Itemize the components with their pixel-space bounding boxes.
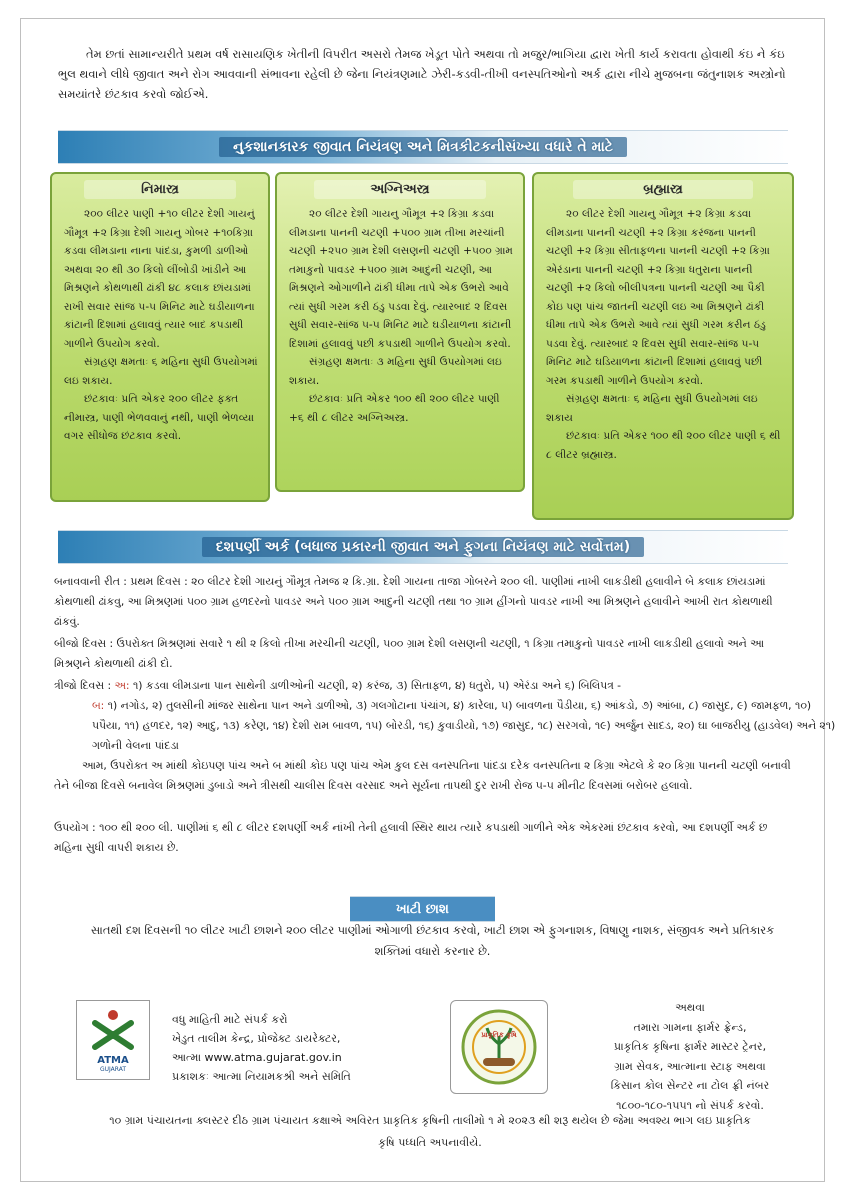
contact-line: ૧૮૦૦-૧૮૦-૧૫૫૧ નો સંપર્ક કરવો. <box>616 1098 764 1112</box>
atma-logo <box>76 1000 150 1080</box>
natural-farming-emblem-icon <box>459 1008 539 1086</box>
atma-logo-subtext: GUJARAT <box>99 1066 127 1073</box>
neemastra-storage: સંગ્રહણ ક્ષમતાઃ ૬ મહિના સુધી ઉપયોગમાં લઇ શકાય. <box>64 356 258 387</box>
brahmastra-spray: છંટકાવઃ પ્રતિ એકર ૧૦૦ થી ૨૦૦ લીટર પાણી ૬ થી ૮ લીટર બ્રહ્માસ્ત્ર. <box>546 430 781 461</box>
agniastra-method: ૨૦ લીટર દેશી ગાયનુ ગૌમૂત્ર +૨ કિગ્રા કડવા લીમડાના પાનની ચટણી +૫૦૦ ગ્રામ તીખા મરચાંની ચટણી +૨૫૦ ગ્રામ દેશી લસણની ચટણી +૫૦૦ ગ્રામ તમાકુનો પાવડર +૫૦૦ ગ્રામ આદુની ચટણી, આ મિશ્રણને ઓગાળીને ઢાંકી ધીમા તાપે એક ઉભરો આવે ત્યાં સુધી ગરમ કરી ઠંડુ પડવા દેવું. ત્યારબાદ ૨ દિવસ સુધી સવાર-સાંજ ૫-૫ મિનિટ માટે ઘડીયાળના કાંટાની દિશામાં હલાવવું પછી કપડાથી ગાળીને ઉપયોગ કરવો. <box>289 208 513 350</box>
agniastra-storage: સંગ્રહણ ક્ષમતાઃ ૩ મહિના સુધી ઉપયોગમાં લઇ શકાય. <box>289 356 502 387</box>
dashparni-group-b <box>54 696 837 756</box>
contact-info-left <box>172 1010 422 1086</box>
atma-logo-text: ATMA <box>97 1055 129 1066</box>
group-a-label: અ: <box>114 679 130 692</box>
atma-figure-icon <box>87 1007 139 1055</box>
brahmastra-method: ૨૦ લીટર દેશી ગાયનુ ગૌમૂત્ર +૨ કિગ્રા કડવા લીમડાના પાનની ચટણી +૨ કિગ્રા કરંજના પાનની ચટણી +૨ કિગ્રા સીતાફળના પાનની ચટણી +૨ કિગ્રા એરંડાના પાનની ચટણી +૨ કિગ્રા ધતુરાના પાનની ચટણી +૨ કિલો બીલીપત્રના પાનની ચટણી આ પૈકી કોઇ પણ પાંચ જાતની ચટણી લઇ આ મિશ્રણને ઢાંકી ધીમા તાપે એક ઉભરો આવે ત્યાં સુધી ગરમ કરીન ઠંડુ પડવા દેવું. ત્યારબાદ ૨ દિવસ સુધી સવાર-સાંજ ૫-૫ મિનિટ માટે ઘડિયાળના કાંટાની દિશામાં હલાવવું પછી ગરમ કપડાથી ગાળીને ઉપયોગ કરવો. <box>546 208 770 387</box>
contact-line: વધુ માહિતી માટે સંપર્ક કરો <box>172 1013 288 1026</box>
dashparni-usage: ઉપયોગ : ૧૦૦ થી ૨૦૦ લી. પાણીમાં ૬ થી ૮ લીટર દશપર્ણી અર્ક નાંખી તેની હલાવી સ્થિર થાય ત્યારે કપડાથી ગાળીને એક એકરમાં છંટકાવ કરવો, આ દશપર્ણી અર્ક છ મહિના સુધી વાપરી શકાય છે. <box>54 821 768 854</box>
contact-line: ખેડુત તાલીમ કેન્દ્ર, પ્રોજેક્ટ ડાયરેક્ટર, <box>172 1032 341 1045</box>
dashparni-procedure: આમ, ઉપરોક્ત અ માંથી કોઇપણ પાંચ અને બ માંથી કોઇ પણ પાંચ એમ કુલ દસ વનસ્પતિના પાંદડા દરેક વનસ્પતિના ૨ કિગ્રા એટલે કે ૨૦ કિગ્રા પાનની ચટણી બનાવી તેને બીજા દિવસે બનાવેલ મિશ્રણમાં ડુબાડો અને ત્રીસથી ચાલીસ દિવસ વરસાદ અને સૂર્યના તાપથી દુર રાખી રોજ ૫-૫ મીનીટ દિવસમાં બરોબર હલાવો. <box>54 759 791 792</box>
contact-line: તમારા ગામના ફાર્મર ફ્રેન્ડ, <box>633 1020 747 1034</box>
buttermilk-text: સાતથી દશ દિવસની ૧૦ લીટર ખાટી છાશને ૨૦૦ લીટર પાણીમાં ઓગાળી છંટકાવ કરવો, ખાટી છાશ એ ફુગનાશક, વિષાણુ નાશક, સંજીવક અને પ્રતિકારક શક્તિમાં વધારો કરનાર છે. <box>90 924 775 958</box>
dashparni-day1: બનાવવાની રીત : પ્રથમ દિવસ : ૨૦ લીટર દેશી ગાયનું ગૌમૂત્ર તેમજ ૨ કિ.ગ્રા. દેશી ગાયના તાજા ગોબરને ૨૦૦ લી. પાણીમાં નાખી લાકડીથી હલાવીને બે કલાક છાંયડામાં કોથળાથી ઢાંકવુ, આ મિશ્રણમાં ૫૦૦ ગ્રામ હળદરનો પાવડર અને ૫૦૦ ગ્રામ આદુની ચટણી તથા ૧૦ ગ્રામ હીંગનો પાવડર નાખી આ મિશ્રણને હલાવીને આખી રાત કોથળાથી ઢાંકવું. <box>54 575 773 628</box>
neemastra-spray: છંટકાવઃ પ્રતિ એકર ૨૦૦ લીટર ફક્ત નીમાસ્ત્ર, પાણી ભેળવવાનું નથી, પાણી ભેળવ્યા વગર સીધોજ છંટકાવ કરવો. <box>64 393 255 442</box>
section-banner-pest-control <box>58 130 788 164</box>
brahmastra-title: બ્રહ્માસ્ત્ર <box>573 180 754 199</box>
agniastra-card <box>275 172 525 492</box>
section-banner-buttermilk <box>350 896 495 922</box>
neemastra-method: ૨૦૦ લીટર પાણી +૧૦ લીટર દેશી ગાયનું ગૌમૂત્ર +૨ કિગ્રા દેશી ગાયનુ ગોબર +૧૦કિગ્રા કડવા લીમડાના નાના પાંદડા, કુમળી ડાળીઓ અથવા ૨૦ થી ૩૦ કિલો લીંબોડી ખાંડીને આ મિશ્રણને કોથળાથી ઢાંકી ૪૮ કલાક છાંયડામાં રાખી સવાર સાંજ ૫-૫ મિનિટ માટે ઘડીયાળના કાંટાની દિશામાં હલાવવું ત્યાર બાદ કપડાથી ગાળીને ઉપયોગ કરવો. <box>64 208 255 350</box>
footer-note: ૧૦ ગ્રામ પંચાયતના ક્લસ્ટર દીઠ ગ્રામ પંચાયત કક્ષાએ અવિરત પ્રાકૃતિક કૃષિની તાલીમો ૧ મે ૨૦૨૩ થી શરૂ થયેલ છે જેમા અવશ્ય ભાગ લઇ પ્રાકૃતિક કૃષિ પધ્ધતિ અપનાવીયે. <box>109 1114 751 1149</box>
logo2-text: પ્રાકૃતિક કૃષિ <box>481 1031 517 1039</box>
contact-line: ગ્રામ સેવક, આત્માના સ્ટાફ અથવા <box>614 1059 766 1073</box>
dashparni-day3 <box>54 676 799 696</box>
day3-label: ત્રીજો દિવસ : <box>54 679 115 692</box>
group-b-label: બ: <box>92 699 105 712</box>
contact-line: પ્રકાશકઃ આત્મા નિયામકશ્રી અને સમિતિ <box>172 1070 351 1083</box>
contact-line: કિસાન કોલ સેન્ટર ના ટોલ ફ્રી નંબર <box>610 1079 770 1092</box>
brahmastra-card <box>532 172 794 520</box>
group-a-list: ૧) કડવા લીમડાના પાન સાથેની ડાળીઓની ચટણી, ૨) કરંજ, ૩) સિતાફળ, ૪) ધતુરો, ૫) એરંડા અને ૬) બિલિપત્ર - <box>129 679 622 692</box>
contact-line: અથવા <box>675 1001 705 1014</box>
contact-info-right <box>570 998 810 1115</box>
neemastra-card <box>50 172 270 502</box>
prakrutik-krushi-logo <box>450 1000 548 1094</box>
banner-title: દશપર્ણી અર્ક (બધાજ પ્રકારની જીવાત અને ફુગના નિયંત્રણ માટે સર્વોત્તમ) <box>202 537 644 557</box>
banner-title: નુકશાનકારક જીવાત નિયંત્રણ અને મિત્રકીટકનીસંખ્યા વધારે તે માટે <box>219 137 627 157</box>
banner-title: ખાટી છાશ <box>396 901 449 917</box>
neemastra-title: નિમાસ્ત્ર <box>84 180 235 199</box>
contact-line: આત્મા www.atma.gujarat.gov.in <box>172 1051 342 1064</box>
section-banner-dashparni <box>58 530 788 564</box>
contact-line: પ્રાકૃતિક કૃષિના ફાર્મર માસ્ટર ટ્રેનર, <box>613 1040 767 1053</box>
intro-paragraph: તેમ છતાં સામાન્યરીતે પ્રથમ વર્ષ રાસાયણિક ખેતીની વિપરીત અસરો તેમજ ખેડૂત પોતે અથવા તો મજુર/ભાગિયા દ્વારા ખેતી કાર્ય કરાવતા હોવાથી કંઇ ને કંઇ ભુલ થવાને લીધે જીવાત અને રોગ આવવાની સંભાવના રહેલી છે જેના નિયંત્રણમાટે ઝેરી-કડવી-તીખી વનસ્પતિઓનો અર્ક દ્વારા નીચે મુજબના જંતુનાશક અસ્ત્રોનો સમયાંતરે છંટકાવ કરવો જોઈએ. <box>58 47 786 101</box>
group-b-list: ૧) નગોડ, ૨) તુલસીની માંજર સાથેના પાન અને ડાળીઓ, ૩) ગલગોટાના પંચાંગ, ૪) કારેલા, ૫) બાવળના પૈડીયા, ૬) આંકડો, ૭) આંબા, ૮) જાસુદ, ૯) જામફળ, ૧૦) પપૈયા, ૧૧) હળદર, ૧૨) આદુ, ૧૩) કરેણ, ૧૪) દેશી રામ બાવળ, ૧૫) બોરડી, ૧૬) કુવાડીયો, ૧૭) જાસુદ, ૧૮) સરગવો, ૧૯) અર્જુન સાદડ, ૨૦) ઘા બાજરીયુ (હાડવેલ) અને ૨૧) ગળોની વેલના પાંદડા <box>92 699 836 752</box>
agniastra-spray: છંટકાવઃ પ્રતિ એકર ૧૦૦ થી ૨૦૦ લીટર પાણી +૬ થી ૮ લીટર અગ્નિઅસ્ત્ર. <box>289 393 500 424</box>
agniastra-title: અગ્નિઅસ્ત્ર <box>314 180 486 199</box>
dashparni-day2: બીજો દિવસ : ઉપરોક્ત મિશ્રણમાં સવારે ૧ થી ૨ કિલો તીખા મરચીની ચટણી, ૫૦૦ ગ્રામ દેશી લસણની ચટણી, ૧ કિગ્રા તમાકુનો પાવડર નાખી લાકડીથી હલાવો અને આ મિશ્રણને કોથળાથી ઢાંકી દો. <box>54 637 764 670</box>
brahmastra-storage: સંગ્રહણ ક્ષમતાઃ ૬ મહિના સુધી ઉપયોગમાં લઇ શકાય <box>546 393 758 424</box>
